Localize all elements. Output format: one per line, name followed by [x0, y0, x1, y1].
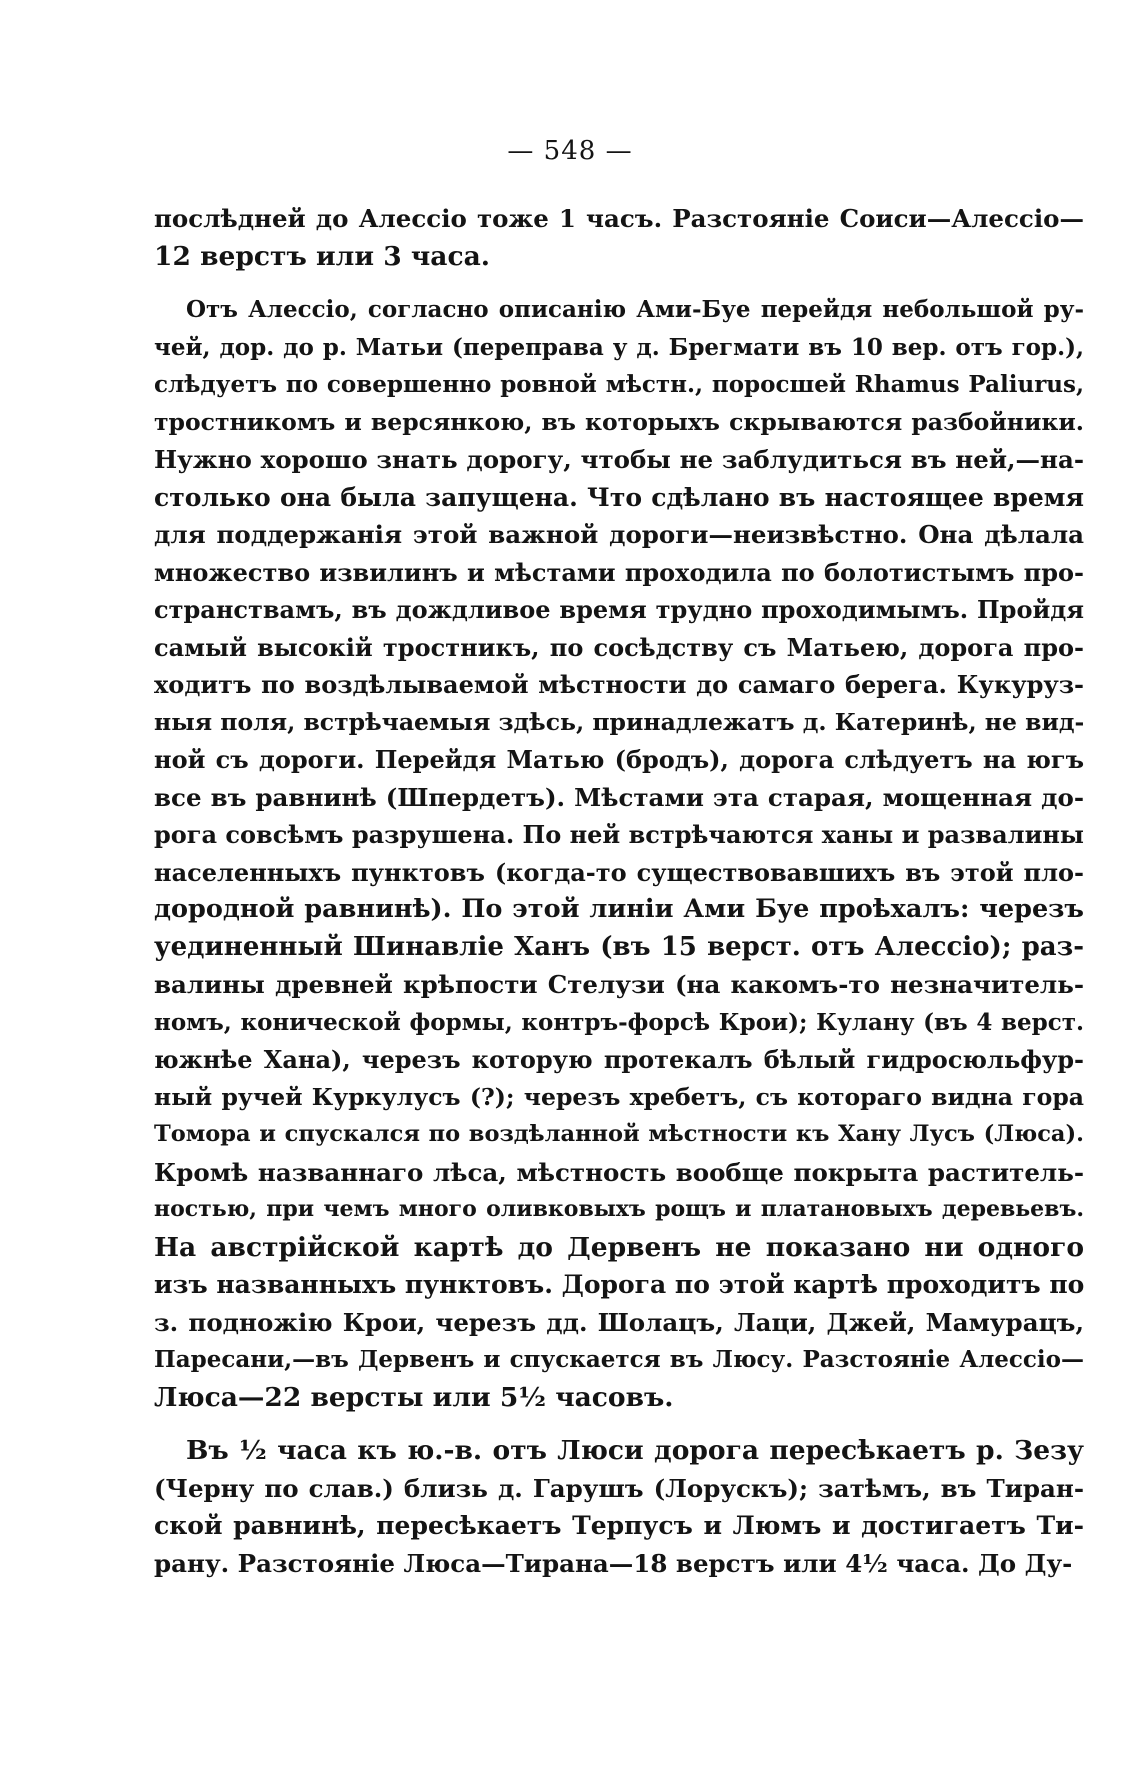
text-line: Въ ½ часа къ ю.-в. отъ Люси дорога пересѣкаетъ р. Зезу — [186, 1435, 1084, 1466]
text-line: ныя поля, встрѣчаемыя здѣсь, принадлежатъ д. Катеринѣ, не вид- — [154, 707, 1085, 736]
text-line: послѣдней до Алессіо тоже 1 часъ. Разстояніе Соиси—Алессіо— — [154, 204, 1084, 233]
text-line: множество извилинъ и мѣстами проходила по болотистымъ про- — [154, 557, 1084, 587]
text-line: южнѣе Хана), черезъ которую протекалъ бѣлый гидросюльфур- — [154, 1045, 1084, 1074]
text-line: слѣдуетъ по совершенно ровной мѣстн., поросшей Rhamus Paliurus, — [154, 371, 1084, 398]
text-line: Отъ Алессіо, согласно описанію Ами-Буе перейдя небольшой ру- — [186, 296, 1084, 323]
text-line: номъ, конической формы, контръ-форсѣ Крои); Кулану (въ 4 верст. — [154, 1008, 1084, 1036]
text-line: рога совсѣмъ разрушена. По ней встрѣчаются ханы и развалины — [154, 820, 1084, 849]
paragraph — [154, 291, 1084, 1416]
paragraph — [154, 200, 1084, 275]
paragraph-gap — [154, 1416, 1084, 1432]
text-line: тростникомъ и версянкою, въ которыхъ скрываются разбойники. — [154, 407, 1084, 436]
text-line: чей, дор. до р. Матьи (переправа у д. Брегмати въ 10 вер. отъ гор.), — [154, 333, 1084, 361]
text-line: дородной равнинѣ). По этой линіи Ами Буе проѣхалъ: черезъ — [154, 894, 1084, 924]
text-line: все въ равнинѣ (Шпердетъ). Мѣстами эта старая, мощенная до- — [154, 782, 1084, 812]
text-line: Нужно хорошо знать дорогу, чтобы не заблудиться въ ней,—на- — [154, 445, 1084, 474]
text-line: изъ названныхъ пунктовъ. Дорога по этой картѣ проходитъ по — [154, 1270, 1085, 1299]
text-line: з. подножію Крои, черезъ дд. Шолацъ, Лаци, Джей, Мамурацъ, — [154, 1307, 1084, 1337]
text-line: (Черну по слав.) близь д. Гарушъ (Лорускъ); затѣмъ, въ Тиран- — [154, 1473, 1084, 1503]
body-text — [154, 200, 1084, 1582]
text-line: Люса—22 версты или 5½ часовъ. — [154, 1381, 674, 1413]
text-line: 12 верстъ или 3 часа. — [154, 240, 490, 272]
text-line: самый высокій тростникъ, по сосѣдству съ Матьею, дорога про- — [154, 632, 1084, 662]
text-line: Кромѣ названнаго лѣса, мѣстность вообще покрыта раститель- — [154, 1157, 1084, 1187]
text-line: На австрійской картѣ до Дервенъ не показано ни одного — [154, 1231, 1084, 1263]
text-line: ской равнинѣ, пересѣкаетъ Терпусъ и Люмъ и достигаетъ Ти- — [154, 1511, 1084, 1540]
paragraph-gap — [154, 275, 1084, 291]
text-line: Паресани,—въ Дервенъ и спускается въ Люсу. Разстояніе Алессіо— — [154, 1346, 1084, 1373]
text-line: столько она была запущена. Что сдѣлано въ настоящее время — [154, 482, 1084, 512]
text-line: валины древней крѣпости Стелузи (на какомъ-то незначитель- — [154, 970, 1084, 999]
text-line: ной съ дороги. Перейдя Матью (бродъ), дорога слѣдуетъ на югъ — [154, 745, 1084, 774]
text-line: странствамъ, въ дождливое время трудно проходимымъ. Пройдя — [154, 595, 1084, 624]
text-line: рану. Разстояніе Люса—Тирана—18 верстъ или 4½ часа. До Ду- — [154, 1548, 1073, 1578]
page-number: — 548 — — [507, 136, 633, 166]
text-line: для поддержанія этой важной дороги—неизвѣстно. Она дѣлала — [154, 520, 1084, 549]
text-line: ностью, при чемъ много оливковыхъ рощъ и платановыхъ деревьевъ. — [154, 1196, 1084, 1222]
text-line: ный ручей Куркулусъ (?); черезъ хребетъ, съ котораго видна гора — [154, 1082, 1084, 1111]
text-line: уединенный Шинавліе Ханъ (въ 15 верст. отъ Алессіо); раз- — [154, 931, 1084, 962]
text-line: населенныхъ пунктовъ (когда-то существовавшихъ въ этой пло- — [154, 857, 1084, 887]
text-line: Томора и спускался по воздѣланной мѣстности къ Хану Лусъ (Люса). — [154, 1121, 1084, 1147]
paragraph — [154, 1432, 1084, 1582]
text-line: ходитъ по воздѣлываемой мѣстности до самаго берега. Кукуруз- — [154, 670, 1084, 699]
